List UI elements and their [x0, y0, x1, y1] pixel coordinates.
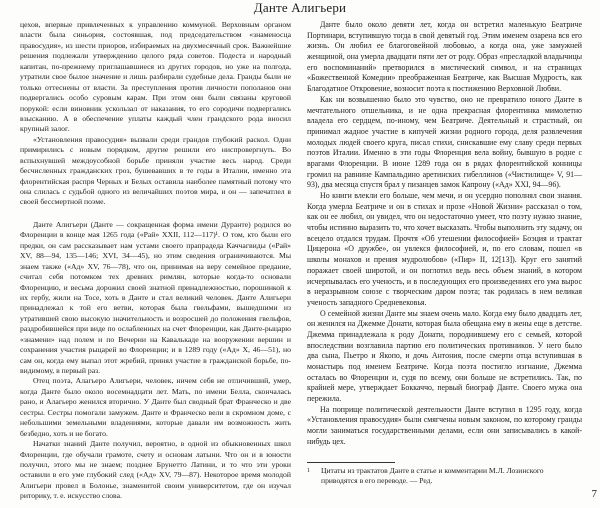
paragraph: Но книги влекли его больше, чем мечи, и он усердно пополнял свои знания. Когда умерла Беатриче и он в стихах и прозе «Новой Жизни» рассказал о том, как он ее любил, он увидел, что он недостаточно умеет, что поэту нужно знание, чтобы истинно выразить то, что хочет высказать. Чтобы выполнить эту задачу, он всецело отдался трудам. Прочтя «Об утешении философией» Боэция и трактат Цицерона «О дружбе», он увлекся философией, и, по его словам, пошел «в школы монахов и прения мудролюбов» («Пир» II, 12[13]). Круг его занятий поражает своей широтой, и он поглотил ведь весь объем знаний, в котором исчерпывалась его ученость, и в последующих его произведениях его ума вырос в неразрывном союзе с творческим даром поэта; так родилась в нем великая ученость западного Средневековья.	[307, 191, 582, 307]
paragraph: Данте Алигьери (Данте — сокращенная форма имени Дуранте) родился во Флоренции в конце мая 1265 года («Рай» XXII, 112—117)¹. О том, кто были его предки, он сам рассказывает нам устами своего прапрадеда Каччагвиды («Рай» XV, 88—94, 135—146; XVI, 34—45), но этим сведения ограничиваются. Мы знаем также («Ад» XV, 76—78), что он, принимая на веру семейное предание, считал себя потомком тех древних римлян, которые когда-то основали Флоренцию, и весьма дорожил своей знатной принадлежностью, порошинкой к их гербу, жили на Тосе, хоть в Данте и стал великий человек. Данте Алигьери принадлежал к той его ветви, которая была гвельфами, вышедшими из утратившей свою высокую значительность и возросшей до положения гвельфов, раздробившейся при виде по ослабленных на счет Флоренции, как Данте-рыцарю «знамени» над полем и по Вечерни на Кавалькаде на вооружении вершин и сохранения участия рыцарей во Флоренции; и в 1289 году («Ад» X, 46—51), но сам он, когда ему выпал этот жребий, принял участие в гражданской борьбе, по-видимому, в первый раз.	[20, 219, 291, 375]
footnote	[307, 466, 582, 486]
left-column	[20, 20, 291, 502]
footnote-mark: 1	[307, 468, 310, 474]
paragraph: Как ни возвышенно было это чувство, оно не превратило юного Данте в мечтательного отшельника, и не одна прекрасная флорентинка мимолетно владела его сердцем, по-иному, чем Беатриче. Деятельный и страстный, он принимал жадное участие в кипучей жизни родного города, деля развлечения молодых людей своего круга, писал стихи, снискавшие ему славу среди первых поэтов Италии. Именно в эти годы Флоренция вела войну, бывшую в родне с врагами Флоренции. В июне 1289 года он в рядах флорентийской конницы громил на равнине Кампальдино аретинских гибеллинов («Чистилище» V, 91—93), два месяца спустя брал у пизанцев замок Капрону («Ад» XXI, 94—96).	[307, 94, 582, 190]
paragraph: О семейной жизни Данте мы знаем очень мало. Когда ему было двадцать лет, он женился на Джемме Донати, которая была обещана ему в жены еще в детстве. Джемма принадлежала к роду Донати, породнившему его с семьей, которой впоследствии возглавила партию его политических противников. У него было два сына, Пьетро и Якопо, и дочь Антония, после смерти отца вступившая в монастырь под именем Беатриче. Когда поэта постигло изгнание, Джемма осталась во Флоренции и, судя по всему, они больше не встретились. Так, по крайней мере, утверждает Боккаччо, первый биограф Данте. Своего мужа она пережила.	[307, 308, 582, 404]
right-column	[307, 20, 582, 448]
running-head: Данте Алигьери	[253, 0, 347, 15]
page-number: 7	[591, 488, 597, 500]
paragraph: «Установления правосудия» вызвали среди грандов глубокий раскол. Одни примирились с новым порядком, другие решили его ниспровергнуть. Во вспыхнувшей междоусобной борьбе приняли участие весь народ. Среди бесчисленных гражданских гроз, бушевавших в те годы в Италии, именно эта флорентийская распря Черных и Белых оставила наиболее памятный потому что она слилась с судьбой одного из величайших поэтов мира, и он — запечатлел в своей бессмертной поэме.	[20, 134, 291, 207]
paragraph: цехов, впервые привлеченных к управлению коммуной. Верховным органом власти была синьория, состоявшая, под председательством «знаменосца правосудия», из шести приоров, избираемых на двухмесячный срок. Важнейшие решения подлежали утверждению целого ряда советов. Подеста и народный капитан, по-прежнему приглашавшиеся из других городов, но уже на полгода, утратили свое былое значение и лишь разбирали судебные дела. Гранды были не только оттеснены от власти. За преступления против личности пополанов они подвергались особо суровым карам. При этом они были связаны круговой порукой: если виновник ускользал от наказания, то его сородичи подвергались взысканию. А в обеспечение уплаты каждый член грандского рода вносил крупный залог.	[20, 20, 291, 134]
paragraph: Начатки знаний Данте получил, вероятно, в одной из обыкновенных школ Флоренции, где обучали грамоте, счету и основам латыни. Что он и в юности получил, этого мы не знаем; позднее Брунетто Латини, и то что эти уроки оставили в его уме глубокий след («Ад» XV, 79—87). Некоторое время молодой Алигьери провел в Болонье, знаменитой своим университетом, где он изучал риторику, т. е. искусство слова.	[20, 439, 291, 501]
paragraph: На поприще политической деятельности Данте вступил в 1295 году, когда «Установления правосудия» были смягчены новым законом, по которому гранды могли заниматься государственными делами, если они записывались в какой-нибудь цех.	[307, 404, 582, 446]
paragraph: Данте было около девяти лет, когда он встретил маленькую Беатриче Портинари, вступившую тогда в свой девятый год. Этим именем озарена вся его жизнь. Он любил ее благоговейной любовью, а когда она, уже замужней женщиной, она умерла двадцати пяти лет от роду. Образ «пресладкой владычицы его воспоминаний» претворился в мистический символ, и на страницах «Божественной Комедии» преображенная Беатриче, как Высшая Мудрость, как Благодатное Откровение, возносит поэта к постижению Верховной Любви.	[307, 20, 582, 94]
footnote-divider	[307, 462, 395, 463]
footnote-text: Цитаты из трактатов Данте в статье и комментарии М.Л. Лозинского приводятся в его переводе. — Ред.	[321, 466, 544, 485]
paragraph: Отец поэта, Алагьеро Алигьери, человек, ничем себя не отличивший, умер, когда Данте было около восемнадцати лет. Мать, по имени Белла, скончалась рано, и Алагьеро женился вторично. У Данте был сводный брат Франческо и две сестры. Сестры помогали замужем. Данте и Франческо вели в скромном доме, с небольшими земельными владениями, которые давали им возможность жить безбедно, хоть и не богато.	[20, 376, 291, 438]
